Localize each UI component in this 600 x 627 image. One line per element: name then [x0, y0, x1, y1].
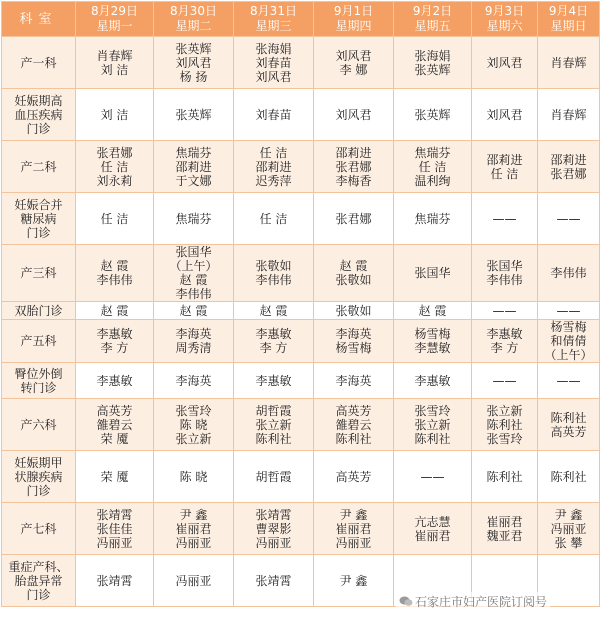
header-day — [154, 2, 234, 37]
schedule-cell: 亢志慧 崔丽君 — [394, 503, 472, 555]
header-weekday: 星期六 — [486, 19, 523, 33]
table-row — [2, 89, 600, 141]
schedule-cell: —— — [472, 193, 538, 245]
schedule-cell: 张君娜 — [314, 193, 394, 245]
schedule-cell: 张敬如 — [314, 302, 394, 320]
schedule-cell: 张海娟 张英辉 — [394, 37, 472, 89]
header-weekday: 星期二 — [175, 19, 212, 33]
schedule-cell: 李惠敏 — [234, 363, 314, 399]
header-date: 9月2日 — [412, 4, 453, 18]
schedule-cell: 李惠敏 李 方 — [234, 320, 314, 363]
schedule-cell: 焦瑞芬 任 洁 温利绚 — [394, 141, 472, 193]
schedule-cell: 胡哲霞 张立新 陈利社 — [234, 399, 314, 451]
table-row — [2, 302, 600, 320]
dept-cell: 产一科 — [2, 37, 76, 89]
schedule-cell: 陈 晓 — [154, 451, 234, 503]
table-row — [2, 37, 600, 89]
schedule-cell: 尹 鑫 冯丽亚 张 攀 — [538, 503, 600, 555]
header-date: 9月4日 — [548, 4, 589, 18]
schedule-cell: —— — [538, 363, 600, 399]
dept-cell: 产二科 — [2, 141, 76, 193]
header-row — [2, 2, 600, 37]
dept-cell: 产七科 — [2, 503, 76, 555]
watermark — [396, 592, 550, 611]
dept-cell: 妊娠期甲 状腺疾病 门诊 — [2, 451, 76, 503]
schedule-cell: 荣 魇 — [76, 451, 154, 503]
schedule-cell: —— — [472, 302, 538, 320]
header-day — [538, 2, 600, 37]
schedule-cell: 刘 洁 — [76, 89, 154, 141]
schedule-cell: 肖春辉 — [538, 37, 600, 89]
schedule-cell: 任 洁 — [234, 193, 314, 245]
schedule-cell: —— — [394, 451, 472, 503]
table-row — [2, 399, 600, 451]
wechat-icon — [399, 596, 413, 607]
schedule-cell: 李海英 — [314, 363, 394, 399]
dept-cell: 产五科 — [2, 320, 76, 363]
schedule-cell: 肖春辉 刘 洁 — [76, 37, 154, 89]
schedule-table — [1, 1, 600, 607]
table-row — [2, 320, 600, 363]
header-day — [394, 2, 472, 37]
header-day — [76, 2, 154, 37]
schedule-cell: 尹 鑫 — [314, 555, 394, 607]
schedule-cell: 张靖霄 — [76, 555, 154, 607]
schedule-cell: 李惠敏 李 方 — [472, 320, 538, 363]
schedule-cell: 张国华 （上午） 赵 霞 李伟伟 — [154, 245, 234, 302]
header-date: 8月31日 — [250, 4, 297, 18]
schedule-cell: 赵 霞 — [154, 302, 234, 320]
schedule-cell: 邵莉进 任 洁 — [472, 141, 538, 193]
schedule-cell: 崔丽君 魏亚君 — [472, 503, 538, 555]
schedule-cell: 胡哲霞 — [234, 451, 314, 503]
schedule-cell: 焦瑞芬 — [394, 193, 472, 245]
header-dept: 科室 — [2, 2, 76, 37]
schedule-cell: 邵莉进 张君娜 李梅香 — [314, 141, 394, 193]
dept-cell: 产三科 — [2, 245, 76, 302]
schedule-cell: 刘风君 — [472, 89, 538, 141]
header-weekday: 星期日 — [550, 19, 587, 33]
schedule-cell: 刘春苗 — [234, 89, 314, 141]
schedule-cell: 赵 霞 — [394, 302, 472, 320]
header-day — [314, 2, 394, 37]
header-day — [472, 2, 538, 37]
dept-cell: 重症产科、 胎盘异常 门诊 — [2, 555, 76, 607]
dept-cell: 双胎门诊 — [2, 302, 76, 320]
schedule-cell: 冯丽亚 — [154, 555, 234, 607]
schedule-cell: 张英辉 — [394, 89, 472, 141]
schedule-cell: 张英辉 刘风君 杨 扬 — [154, 37, 234, 89]
schedule-cell: —— — [538, 193, 600, 245]
schedule-cell: 赵 霞 — [234, 302, 314, 320]
header-weekday: 星期五 — [414, 19, 451, 33]
schedule-cell: 李海英 杨雪梅 — [314, 320, 394, 363]
schedule-cell: 高英芳 雒碧云 陈利社 — [314, 399, 394, 451]
schedule-cell: 尹 鑫 崔丽君 冯丽亚 — [154, 503, 234, 555]
schedule-cell: 高英芳 雒碧云 荣 魇 — [76, 399, 154, 451]
schedule-cell: 陈利社 — [538, 451, 600, 503]
schedule-cell: 刘风君 — [314, 89, 394, 141]
schedule-cell: 刘风君 — [472, 37, 538, 89]
schedule-cell: 李伟伟 — [538, 245, 600, 302]
table-row — [2, 141, 600, 193]
header-date: 8月30日 — [170, 4, 217, 18]
schedule-cell: 张国华 — [394, 245, 472, 302]
schedule-cell: 张靖霄 曹翠影 冯丽亚 — [234, 503, 314, 555]
schedule-cell: 邵莉进 张君娜 — [538, 141, 600, 193]
header-weekday: 星期三 — [255, 19, 292, 33]
table-row — [2, 503, 600, 555]
dept-cell: 妊娠期高 血压疾病 门诊 — [2, 89, 76, 141]
table-row — [2, 193, 600, 245]
schedule-cell: 肖春辉 — [538, 89, 600, 141]
schedule-cell: 张雪玲 陈 晓 张立新 — [154, 399, 234, 451]
schedule-cell: 张靖霄 张佳佳 冯丽亚 — [76, 503, 154, 555]
schedule-cell: 李海英 周秀清 — [154, 320, 234, 363]
schedule-cell: 赵 霞 — [76, 302, 154, 320]
schedule-cell: 焦瑞芬 — [154, 193, 234, 245]
schedule-cell: 张海娟 刘春苗 刘风君 — [234, 37, 314, 89]
schedule-cell: 李惠敏 — [76, 363, 154, 399]
header-weekday: 星期一 — [96, 19, 133, 33]
schedule-cell: 张国华 李伟伟 — [472, 245, 538, 302]
schedule-cell: 张立新 陈利社 张雪玲 — [472, 399, 538, 451]
dept-cell: 妊娠合并 糖尿病 门诊 — [2, 193, 76, 245]
dept-cell: 臀位外倒 转门诊 — [2, 363, 76, 399]
schedule-cell: 刘风君 李 娜 — [314, 37, 394, 89]
schedule-cell: 张君娜 任 洁 刘永莉 — [76, 141, 154, 193]
schedule-cell: 张英辉 — [154, 89, 234, 141]
schedule-cell: 焦瑞芬 邵莉进 于文娜 — [154, 141, 234, 193]
watermark-text: 石家庄市妇产医院订阅号 — [415, 595, 548, 609]
schedule-cell: 张雪玲 张立新 陈利社 — [394, 399, 472, 451]
table-row — [2, 451, 600, 503]
schedule-cell: —— — [472, 363, 538, 399]
schedule-cell: 杨雪梅 李慧敏 — [394, 320, 472, 363]
schedule-cell: 李惠敏 李 方 — [76, 320, 154, 363]
schedule-cell: 李惠敏 — [394, 363, 472, 399]
schedule-cell: 尹 鑫 崔丽君 冯丽亚 — [314, 503, 394, 555]
schedule-cell: 陈利社 高英芳 — [538, 399, 600, 451]
header-weekday: 星期四 — [335, 19, 372, 33]
header-date: 9月3日 — [484, 4, 525, 18]
dept-cell: 产六科 — [2, 399, 76, 451]
schedule-cell: 杨雪梅 和倩倩 （上午） — [538, 320, 600, 363]
header-day — [234, 2, 314, 37]
schedule-cell: 高英芳 — [314, 451, 394, 503]
table-row — [2, 363, 600, 399]
header-date: 9月1日 — [333, 4, 374, 18]
schedule-cell: —— — [538, 302, 600, 320]
schedule-cell: 任 洁 — [76, 193, 154, 245]
table-row — [2, 245, 600, 302]
schedule-cell: 任 洁 邵莉进 迟秀萍 — [234, 141, 314, 193]
schedule-cell: 赵 霞 李伟伟 — [76, 245, 154, 302]
schedule-cell: 张敬如 李伟伟 — [234, 245, 314, 302]
header-date: 8月29日 — [91, 4, 138, 18]
schedule-cell: 陈利社 — [472, 451, 538, 503]
schedule-cell: 李海英 — [154, 363, 234, 399]
schedule-cell: 张靖霄 — [234, 555, 314, 607]
schedule-cell: 赵 霞 张敬如 — [314, 245, 394, 302]
